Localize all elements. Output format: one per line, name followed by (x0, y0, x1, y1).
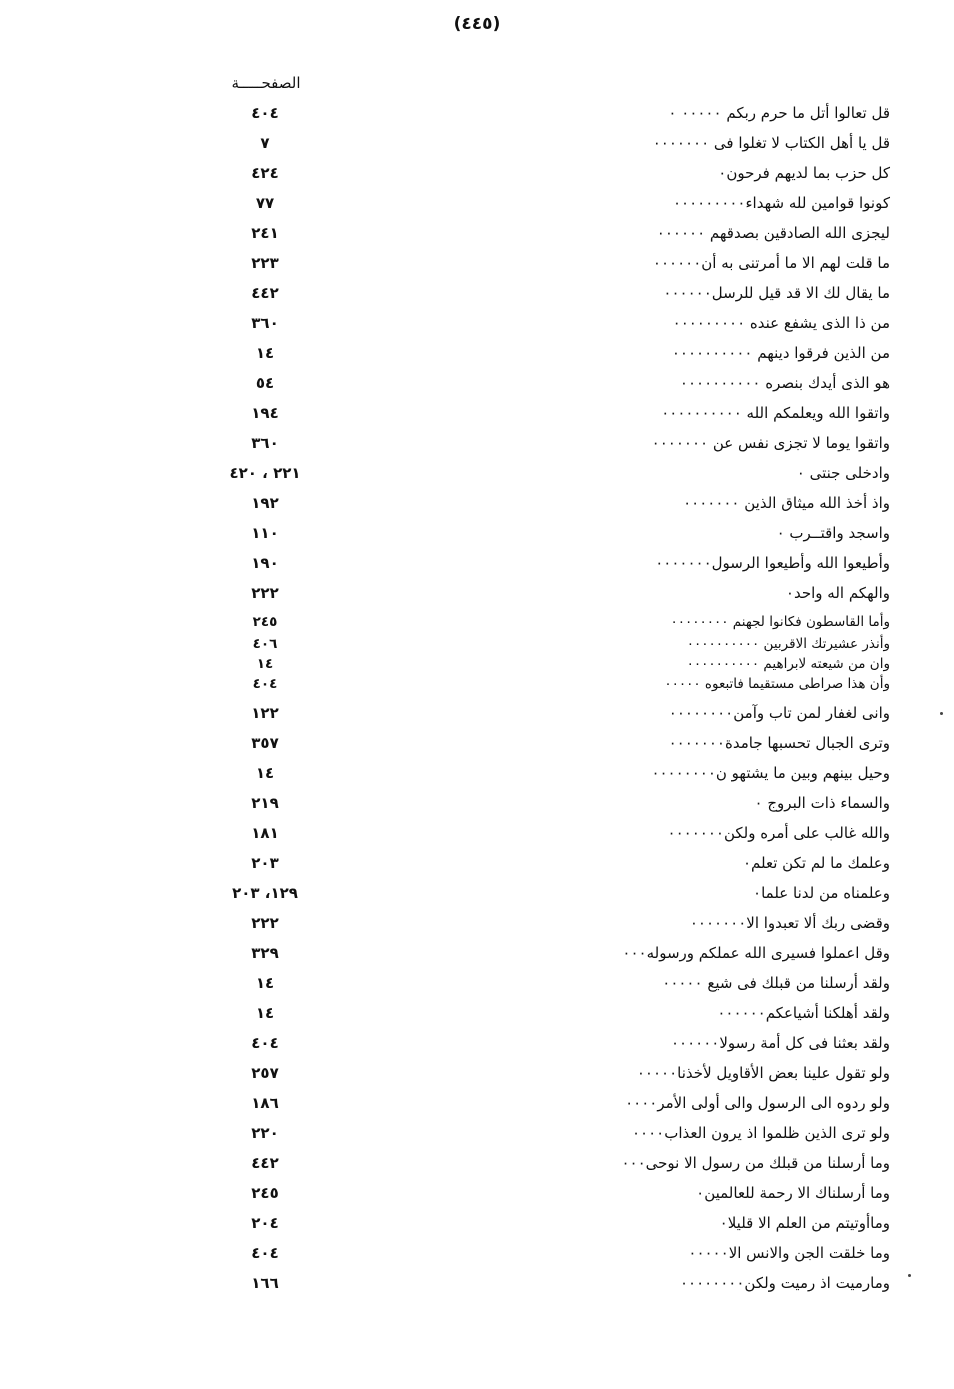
page-reference: ١٤ (256, 656, 274, 672)
page-reference: ٣٢٩ (251, 944, 279, 962)
page-reference: ٢٢٠ (251, 1124, 279, 1142)
verse-text: ولقد أهلكنا أشياعكم٠٠٠٠٠٠ (717, 1004, 890, 1022)
index-entry (190, 914, 890, 942)
index-entry (190, 344, 890, 372)
index-entry (190, 524, 890, 552)
verse-text: وأطيعوا الله وأطيعوا الرسول٠٠٠٠٠٠٠ (655, 554, 890, 572)
page-reference: ٢٥٧ (251, 1064, 279, 1082)
verse-text: ولقد بعثنا فى كل أمة رسولا٠٠٠٠٠٠ (670, 1034, 890, 1052)
verse-text: من الذين فرقوا دينهم ٠٠٠٠٠٠٠٠٠٠ (671, 344, 890, 362)
page-reference: ١٩٠ (251, 554, 279, 572)
page-reference: ٢٢٣ (251, 254, 279, 272)
verse-text: وعلمك ما لم تكن تعلم٠ (742, 854, 890, 872)
verse-text: ولو تقول علينا بعض الأقاويل لأخذنا٠٠٠٠٠ (636, 1064, 890, 1082)
page-reference: ١٩٤ (251, 404, 279, 422)
verse-text: وما خلقت الجن والانس الا٠٠٠٠٠ (688, 1244, 890, 1262)
verse-text: كونوا قوامين لله شهداء٠٠٠٠٠٠٠٠٠ (672, 194, 890, 212)
page-number: (٤٤٥) (453, 14, 501, 34)
index-entry (190, 1094, 890, 1122)
index-entry (190, 584, 890, 612)
scan-speck (940, 712, 943, 715)
verse-text: ما قلت لهم الا ما أمرتنى به أن٠٠٠٠٠٠ (652, 254, 890, 272)
page-column-header: الصفحـــــة (231, 74, 301, 92)
index-entry (190, 1124, 890, 1152)
index-entry (190, 1244, 890, 1272)
page-reference: ٣٥٧ (251, 734, 279, 752)
verse-text: واسجد واقتــرب ٠ (776, 524, 890, 542)
index-entry (190, 284, 890, 312)
verse-text: وعلمناه من لدنا علما٠ (753, 884, 890, 902)
page-reference: ٤٠٤ (251, 104, 279, 122)
index-entry (190, 1274, 890, 1302)
page-reference: ١١٠ (251, 524, 279, 542)
index-entry (190, 1214, 890, 1242)
verse-text: وقضى ربك ألا تعبدوا الا٠٠٠٠٠٠٠ (689, 914, 890, 932)
index-entry (190, 374, 890, 402)
verse-text: وأما القاسطون فكانوا لجهنم ٠٠٠٠٠٠٠٠ (670, 614, 890, 630)
index-entry (190, 224, 890, 252)
verse-text: وقل اعملوا فسيرى الله عملكم ورسوله٠٠٠ (622, 944, 890, 962)
verse-text: واتقوا يوما لا تجزى نفس عن ٠٠٠٠٠٠٠ (651, 434, 890, 452)
index-entry (190, 314, 890, 342)
verse-text: وأنذر عشيرتك الاقربين ٠٠٠٠٠٠٠٠٠٠ (686, 636, 890, 652)
verse-text: هو الذى أيدك بنصره ٠٠٠٠٠٠٠٠٠٠ (679, 374, 890, 392)
page-reference: ٢١٩ (251, 794, 279, 812)
page-reference: ٤٠٦ (252, 636, 278, 652)
page-reference: ٤٠٤ (252, 676, 278, 692)
page-reference: ٢٢١ ، ٤٢٠ (229, 464, 301, 482)
index-entry (190, 164, 890, 192)
verse-text: قل تعالوا أتل ما حرم ربكم ٠٠٠٠٠ ٠ (668, 104, 890, 122)
page-reference: ٢٢٢ (251, 584, 279, 602)
index-entry (190, 824, 890, 852)
page-reference: ١٨٦ (251, 1094, 279, 1112)
index-entry (190, 884, 890, 912)
verse-text: ومارميت اذ رميت ولكن٠٠٠٠٠٠٠٠ (679, 1274, 890, 1292)
index-entry (190, 676, 890, 704)
verse-text: وما أرسلنا من قبلك من رسول الا نوحى٠٠٠ (621, 1154, 890, 1172)
index-entry (190, 1064, 890, 1092)
page-reference: ٣٦٠ (251, 434, 279, 452)
page-reference: ٢٤١ (251, 224, 279, 242)
index-entry (190, 764, 890, 792)
verse-text: ولو ردوه الى الرسول والى أولى الأمر٠٠٠٠ (625, 1094, 890, 1112)
page-reference: ١٨١ (251, 824, 279, 842)
verse-text: وحيل بينهم وبين ما يشتهو ن٠٠٠٠٠٠٠٠ (651, 764, 890, 782)
page-reference: ٤٠٤ (251, 1034, 279, 1052)
page-reference: ٤٤٢ (251, 1154, 279, 1172)
page-reference: ١٦٦ (251, 1274, 279, 1292)
verse-text: وماأوتيتم من العلم الا قليلا٠ (719, 1214, 890, 1232)
page-reference: ٧٧ (255, 194, 275, 212)
index-entry (190, 404, 890, 432)
verse-text: وما أرسلناك الا رحمة للعالمين٠ (696, 1184, 890, 1202)
page-reference: ٥٤ (255, 374, 275, 392)
page-reference: ١٩٢ (251, 494, 279, 512)
index-entry (190, 194, 890, 222)
index-entry (190, 734, 890, 762)
verse-text: واذ أخذ الله ميثاق الذين ٠٠٠٠٠٠٠ (683, 494, 890, 512)
index-entry (190, 1004, 890, 1032)
verse-text: والسماء ذات البروج ٠ (754, 794, 890, 812)
verse-text: واتقوا الله ويعلمكم الله ٠٠٠٠٠٠٠٠٠٠ (661, 404, 890, 422)
page-reference: ٢٢٢ (251, 914, 279, 932)
verse-text: ولو ترى الذين ظلموا اذ يرون العذاب٠٠٠٠ (632, 1124, 890, 1142)
verse-text: من ذا الذى يشفع عنده ٠٠٠٠٠٠٠٠٠ (672, 314, 890, 332)
index-entry (190, 434, 890, 462)
page-reference: ٢٠٣ (251, 854, 279, 872)
index-entry (190, 854, 890, 882)
index-entry (190, 1034, 890, 1062)
verse-text: وأن هذا صراطى مستقيما فاتبعوه ٠٠٠٠٠ (664, 676, 890, 692)
page-reference: ٢٠٤ (251, 1214, 279, 1232)
index-entry (190, 464, 890, 492)
index-entry (190, 1154, 890, 1182)
index-entry (190, 494, 890, 522)
verse-text: وادخلى جنتى ٠ (796, 464, 890, 482)
index-entry (190, 974, 890, 1002)
page-reference: ٢٤٥ (252, 614, 278, 630)
page-reference: ١٤ (255, 974, 275, 992)
verse-text: والله غالب على أمره ولكن٠٠٠٠٠٠٠ (667, 824, 890, 842)
scan-speck (908, 1274, 911, 1277)
page-reference: ١٤ (255, 764, 275, 782)
verse-text: والهكم اله واحد٠ (785, 584, 890, 602)
page-reference: ١٤ (255, 1004, 275, 1022)
index-entry (190, 104, 890, 132)
verse-text: كل حزب بما لديهم فرحون٠ (718, 164, 890, 182)
index-entry (190, 254, 890, 282)
page-reference: ٣٦٠ (251, 314, 279, 332)
verse-text: وانى لغفار لمن تاب وآمن٠٠٠٠٠٠٠٠ (668, 704, 890, 722)
verse-text: ليجزى الله الصادقين بصدقهم ٠٠٠٠٠٠ (656, 224, 890, 242)
index-entry (190, 134, 890, 162)
page-reference: ٤٤٢ (251, 284, 279, 302)
page-reference: ٧ (260, 134, 270, 152)
page-reference: ٢٤٥ (251, 1184, 279, 1202)
index-entry (190, 704, 890, 732)
page-reference: ١٢٩، ٢٠٣ (232, 884, 298, 902)
verse-text: وترى الجبال تحسبها جامدة٠٠٠٠٠٠٠ (668, 734, 890, 752)
page-reference: ٤٠٤ (251, 1244, 279, 1262)
verse-text: وان من شيعته لابراهيم ٠٠٠٠٠٠٠٠٠٠ (686, 656, 890, 672)
page-reference: ٤٢٤ (251, 164, 279, 182)
index-entry (190, 944, 890, 972)
index-entry (190, 554, 890, 582)
verse-text: قل يا أهل الكتاب لا تغلوا فى ٠٠٠٠٠٠٠ (652, 134, 890, 152)
verse-text: ما يقال لك الا قد قيل للرسل٠٠٠٠٠٠ (663, 284, 890, 302)
index-entry (190, 794, 890, 822)
page-reference: ١٢٢ (251, 704, 279, 722)
page-reference: ١٤ (255, 344, 275, 362)
verse-text: ولقد أرسلنا من قبلك فى شيع ٠٠٠٠٠ (662, 974, 890, 992)
index-entry (190, 1184, 890, 1212)
